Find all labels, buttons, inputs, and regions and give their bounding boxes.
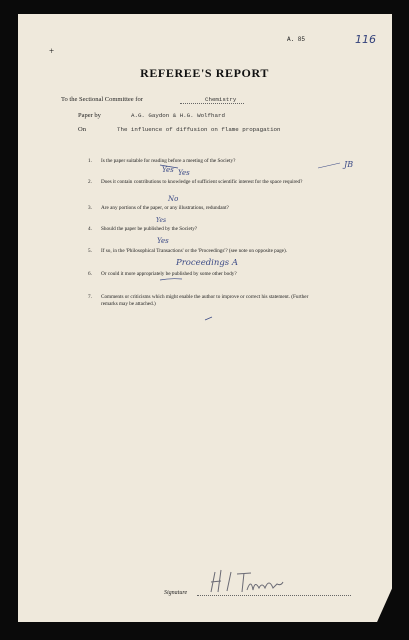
- question-number: 1.: [88, 158, 92, 164]
- page-number: 116: [355, 33, 376, 46]
- to-committee-label: To the Sectional Committee for: [61, 96, 143, 103]
- registration-mark: +: [49, 46, 55, 56]
- strike-through-mark: [160, 165, 178, 168]
- paper-by-label: Paper by: [78, 112, 101, 119]
- question-text: If so, in the 'Philosophical Transactions' or the 'Proceedings'? (see note on opposite page).: [101, 248, 287, 254]
- question-number: 2.: [88, 179, 92, 185]
- subject-label: On: [78, 126, 86, 133]
- answer-5: Proceedings A: [176, 258, 238, 268]
- to-committee-value: Chemistry: [205, 96, 237, 103]
- handwritten-signature: [207, 564, 287, 598]
- margin-initials: JB: [344, 160, 354, 169]
- margin-pointer-mark: [318, 163, 340, 168]
- answer-6-dash: [160, 279, 182, 280]
- question-number: 5.: [88, 248, 92, 254]
- answer-1: Yes: [162, 166, 174, 174]
- question-number: 4.: [88, 226, 92, 232]
- answer-5-top: Yes: [157, 237, 169, 245]
- page-id: A. 85: [287, 36, 306, 43]
- answer-3: No: [168, 195, 179, 203]
- subject-value: The influence of diffusion on flame propagation: [117, 126, 281, 133]
- question-number: 3.: [88, 205, 92, 211]
- question-text: Or could it more appropriately be published by some other body?: [101, 271, 237, 277]
- question-text: Comments or criticisms which might enable the author to improve or correct his statement. (Further remarks may be attached.): [101, 294, 309, 307]
- question-text: Does it contain contributions to knowledge of sufficient scientific interest for the space required?: [101, 179, 303, 185]
- question-text: Is the paper suitable for reading before a meeting of the Society?: [101, 158, 236, 164]
- signature-label: Signature: [164, 590, 188, 596]
- answer-2: Yes: [178, 169, 190, 177]
- question-text: Are any portions of the paper, or any illustrations, redundant?: [101, 205, 229, 211]
- question-number: 6.: [88, 271, 92, 277]
- page-title: REFEREE'S REPORT: [140, 66, 269, 80]
- paper-by-value: A.G. Gaydon & H.G. Wolfhard: [131, 112, 225, 119]
- question-text: Should the paper be published by the Society?: [101, 226, 198, 232]
- answer-7-dash: [205, 317, 212, 320]
- answer-4: Yes: [156, 217, 167, 224]
- question-number: 7.: [88, 294, 92, 300]
